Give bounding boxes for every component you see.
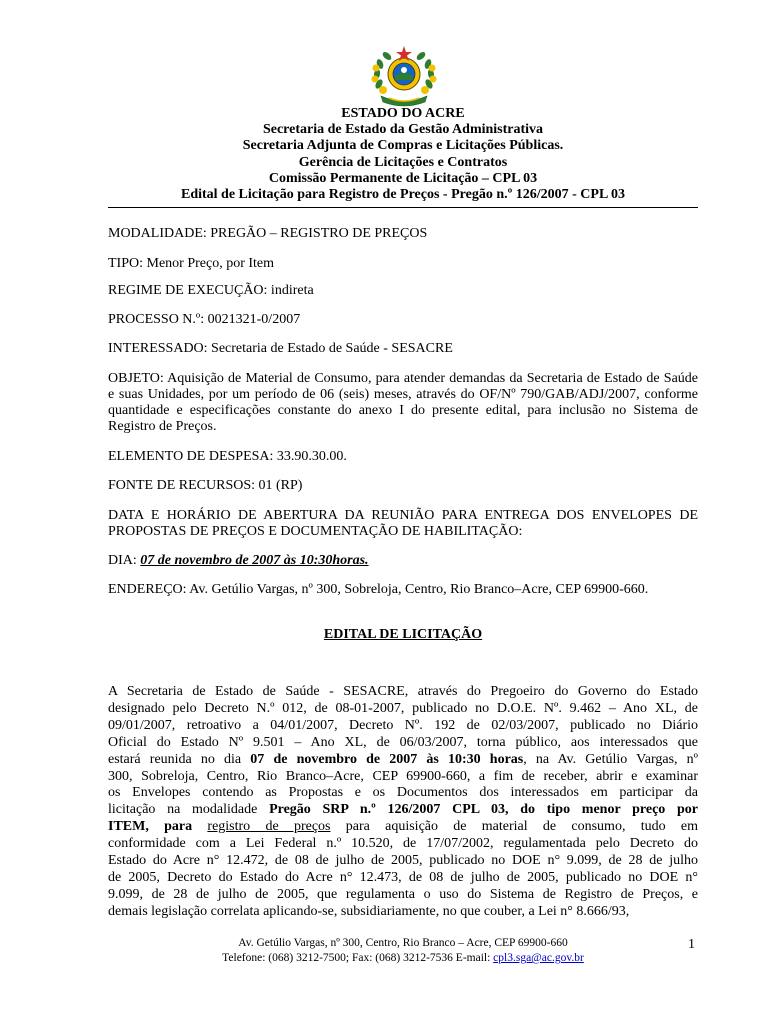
field-tipo: TIPO: Menor Preço, por Item — [108, 256, 275, 271]
dia-label: DIA: — [108, 553, 141, 568]
field-objeto: OBJETO: Aquisição de Material de Consumo, para atender demandas da Secretaria de Estado de Saúde e suas Unidades, por um período de 06 (seis) meses, através do OF/Nº 790/GAB/ADJ/2007, conforme quantidade e especificações constante do anexo I do presente edital, para inclusão no Sistema de Registro de Preços. — [108, 371, 698, 434]
header-divider — [108, 207, 698, 208]
body-underline-registro: registro de preços — [207, 819, 331, 835]
footer-phone: Telefone: (068) 3212-7500; Fax: (068) 3212-7536 E-mail: — [222, 952, 494, 964]
acre-coat-of-arms-seal — [369, 44, 439, 110]
header-edital-title: Edital de Licitação para Registro de Preços - Pregão n.º 126/2007 - CPL 03 — [180, 187, 626, 203]
footer-contacts — [108, 951, 698, 966]
body-line: conformidade com a Lei Federal n.º 10.520, de 17/07/2002, regulamentada pelo Decreto do — [108, 836, 698, 852]
footer-address: Av. Getúlio Vargas, nº 300, Centro, Rio Branco – Acre, CEP 69900-660 — [238, 937, 568, 949]
field-regime: REGIME DE EXECUÇÃO: indireta — [108, 283, 314, 298]
body-line — [108, 752, 698, 769]
field-processo: PROCESSO N.º: 0021321-0/2007 — [108, 312, 301, 327]
field-endereco: ENDEREÇO: Av. Getúlio Vargas, nº 300, Sobreloja, Centro, Rio Branco–Acre, CEP 69900-660. — [108, 582, 649, 597]
body-bold-tipo: do tipo menor preço por — [520, 802, 698, 818]
header-comissao: Comissão Permanente de Licitação – CPL 03 — [268, 170, 538, 186]
header-state-name: ESTADO DO ACRE — [341, 106, 465, 121]
body-line: Estado do Acre n° 12.472, de 08 de julho de 2005, publicado no DOE n° 9.099, de 28 de julho — [108, 853, 698, 869]
dia-value: 07 de novembro de 2007 às 10:30horas. — [140, 553, 369, 568]
body-line: A Secretaria de Estado de Saúde - SESACRE, através do Pregoeiro do Governo do Estado — [108, 684, 698, 699]
body-line — [108, 802, 698, 819]
body-line: os Envelopes contendo as Propostas e os Documentos dos interessados em participar da — [108, 785, 698, 801]
body-line: 300, Sobreloja, Centro, Rio Branco–Acre, CEP 69900-660, a fim de receber, abrir e examinar — [108, 768, 698, 784]
edital-body-paragraph — [108, 684, 698, 921]
footer-email-link[interactable]: cpl3.sga@ac.gov.br — [493, 952, 584, 964]
body-text: para aquisição de material de consumo, tudo em — [330, 819, 698, 835]
body-bold-pregao: Pregão SRP n.º 126/2007 CPL 03 — [269, 802, 506, 818]
section-title-edital: EDITAL DE LICITAÇÃO — [323, 627, 483, 642]
body-line: 9.099, de 28 de julho de 2005, que regulamenta o uso do Sistema de Registro de Preços, e — [108, 886, 698, 902]
body-line: demais legislação correlata aplicando-se, subsidiariamente, no que couber, a Lei n° 8.666/93, — [108, 903, 630, 919]
body-line: Oficial do Estado Nº 9.501 – Ano XL, de 06/03/2007, torna público, aos interessados que — [108, 734, 698, 750]
header-secretaria-adjunta: Secretaria Adjunta de Compras e Licitações Públicas. — [242, 138, 564, 154]
body-text: estará reunida no dia — [108, 751, 251, 767]
body-line: 09/01/2007, retroativo a 04/01/2007, Decreto Nº. 192 de 02/03/2007, publicado no Diário — [108, 717, 698, 733]
body-text — [192, 819, 207, 834]
body-bold-item: ITEM, para — [108, 819, 193, 835]
body-bold-comma: , — [505, 802, 521, 818]
body-line: de 2005, Decreto do Estado do Acre n° 12.473, de 08 de julho de 2005, publicado no DOE n° — [108, 869, 698, 885]
body-text: licitação na modalidade — [108, 802, 270, 818]
page-number: 1 — [688, 937, 695, 952]
field-interessado: INTERESSADO: Secretaria de Estado de Saúde - SESACRE — [108, 341, 453, 356]
body-line — [108, 819, 698, 836]
body-bold-date: 07 de novembro de 2007 às 10:30 horas — [250, 751, 524, 767]
body-line: designado pelo Decreto N.º 012, de 08-01-2007, publicado no D.O.E. Nº. 9.462 – Ano XL, de — [108, 700, 698, 716]
body-text: , na Av. Getúlio Vargas, nº — [523, 751, 699, 767]
field-modalidade: MODALIDADE: PREGÃO – REGISTRO DE PREÇOS — [108, 226, 428, 241]
header-secretaria: Secretaria de Estado da Gestão Administrativa — [262, 122, 544, 138]
field-elemento-despesa: ELEMENTO DE DESPESA: 33.90.30.00. — [108, 449, 347, 464]
field-fonte-recursos: FONTE DE RECURSOS: 01 (RP) — [108, 478, 303, 493]
field-dia — [108, 553, 698, 569]
header-gerencia: Gerência de Licitações e Contratos — [298, 154, 508, 170]
document-header — [108, 106, 698, 203]
field-data-horario: DATA E HORÁRIO DE ABERTURA DA REUNIÃO PARA ENTREGA DOS ENVELOPES DE PROPOSTAS DE PREÇOS E DOCUMENTAÇÃO DE HABILITAÇÃO: — [108, 508, 698, 539]
document-footer — [108, 936, 698, 966]
